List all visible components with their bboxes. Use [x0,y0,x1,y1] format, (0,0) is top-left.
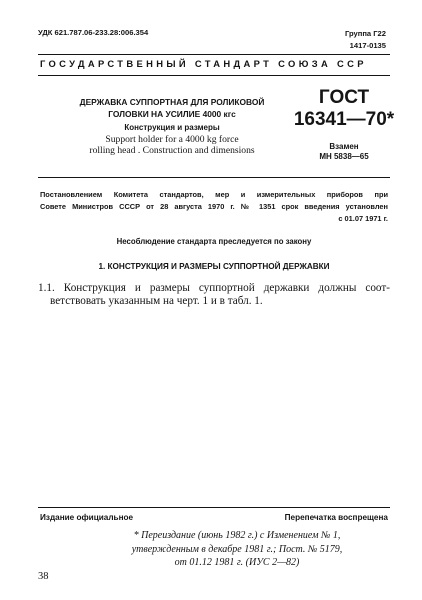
gost-label: ГОСТ [318,87,370,108]
banner-rule [38,75,390,76]
group-code-block [345,28,386,52]
title-ru-line-1: ДЕРЖАВКА СУППОРТНАЯ ДЛЯ РОЛИКОВОЙ [79,97,265,107]
paragraph-1-1 [38,282,390,308]
reprint-prohibited: Перепечатка воспрещена [284,513,388,522]
group-label: Группа Г22 [344,29,386,38]
page-number: 38 [38,571,49,582]
gost-block [291,86,397,162]
replaces-label: Взамен [329,142,359,151]
okp-code: 1417-0135 [349,41,386,50]
title-ru-subtitle: Конструкция и размеры [124,123,220,132]
udk-code: УДК 621.787.06-233.28:006.354 [38,28,149,37]
footnote-line-3: от 01.12 1981 г. (ИУС 2—82) [174,557,300,568]
replaces-value: МН 5838—65 [319,152,369,161]
decree-line-1: Постановлением Комитета стандартов, мер и измерительных приборов при [40,190,388,199]
top-rule [38,54,390,55]
footnote-line-1: * Переиздание (июнь 1982 г.) с Изменением № 1, [133,530,341,541]
title-en-line-1: Support holder for a 4000 kg force [105,134,239,145]
section-title: 1. КОНСТРУКЦИЯ И РАЗМЕРЫ СУППОРТНОЙ ДЕРЖАВКИ [98,262,330,271]
title-en-line-2: rolling head . Construction and dimensions [89,145,255,156]
official-edition: Издание официальное [40,513,134,522]
gost-number: 16341—70* [293,109,395,130]
decree-line-2: Совете Министров СССР от 28 августа 1970 г. № 1351 срок введения установлен [40,202,388,211]
footnote-line-2: утвержденным в декабре 1981 г.; Пост. № 5179, [131,543,343,555]
title-divider-rule [38,177,390,178]
title-block [62,96,282,156]
paragraph-line-1: 1.1. Конструкция и размеры суппортной державки должны соот- [38,282,390,294]
decree-line-3: с 01.07 1971 г. [338,214,388,223]
decree-paragraph [40,189,388,225]
reissue-footnote [92,529,382,570]
paragraph-line-2: ветствовать указанным на черт. 1 и в табл. 1. [50,295,263,307]
title-ru-line-2: ГОЛОВКИ НА УСИЛИЕ 4000 кгс [108,109,236,119]
state-standard-banner: ГОСУДАРСТВЕННЫЙ СТАНДАРТ СОЮЗА ССР [40,58,367,69]
footer-rule [38,507,390,508]
legal-notice: Несоблюдение стандарта преследуется по закону [116,237,312,246]
